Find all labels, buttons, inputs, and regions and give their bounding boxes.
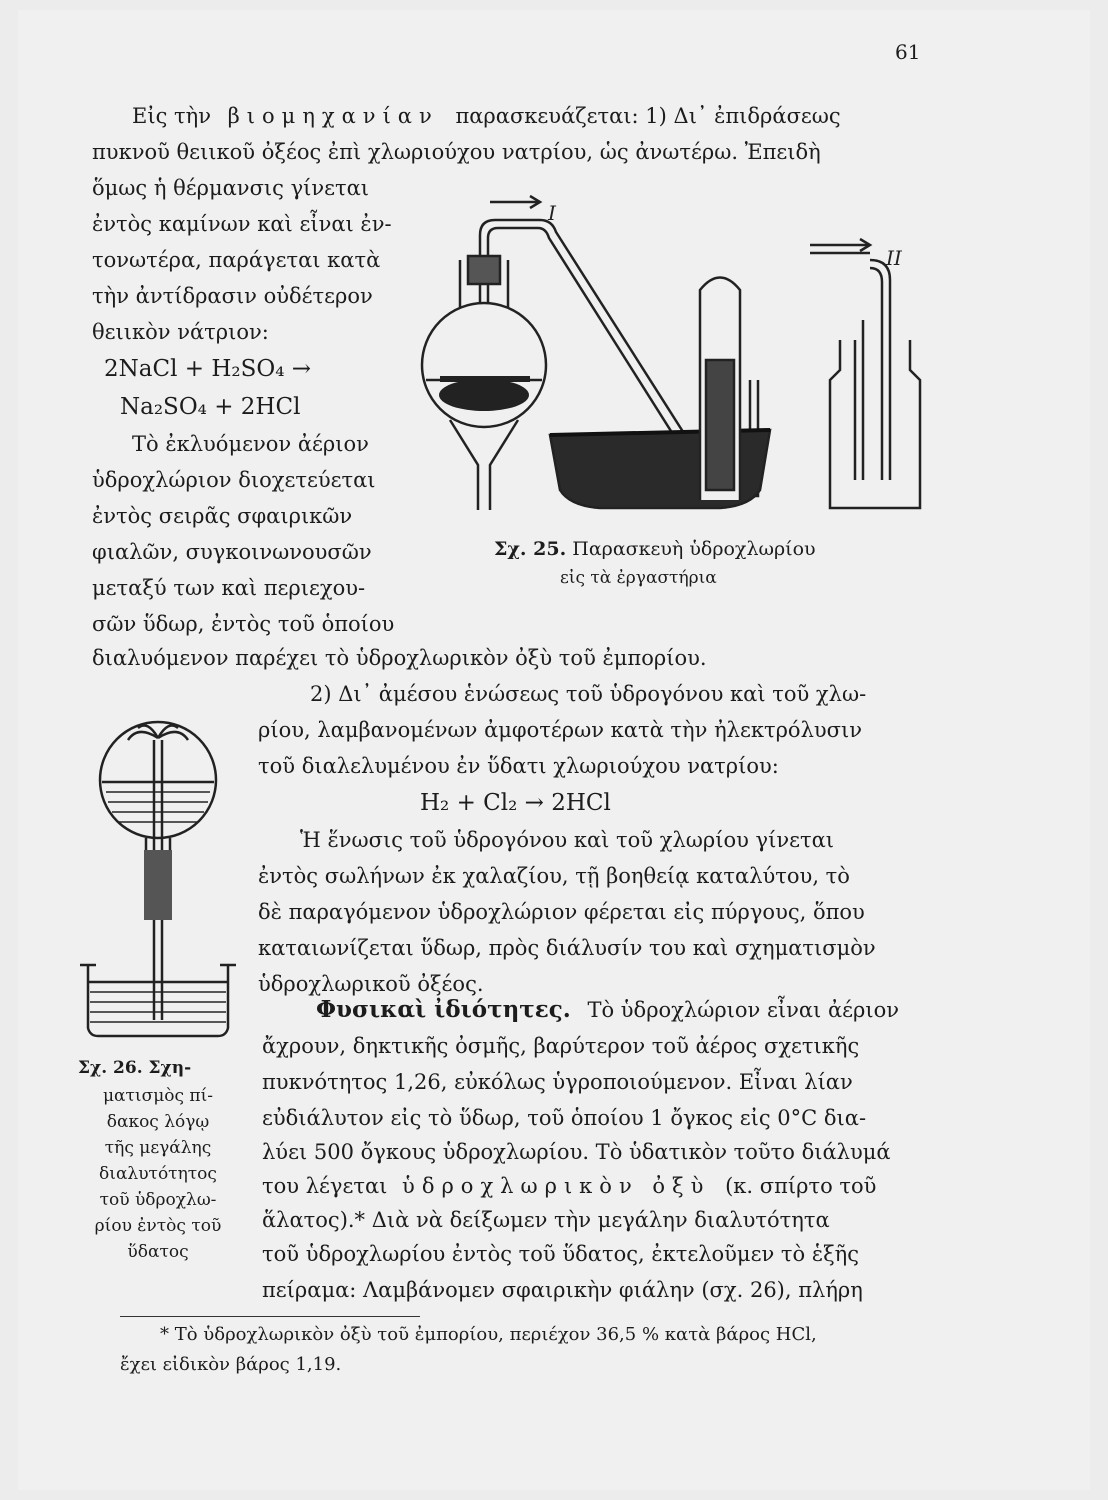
figure-label-ii: II xyxy=(886,246,902,270)
figure-26-caption-line: τοῦ ὑδροχλω- xyxy=(99,1190,217,1210)
text-line: θειικὸν νάτριον: xyxy=(92,320,269,344)
text-line: τοῦ ὑδροχλωρίου ἐντὸς τοῦ ὕδατος, ἐκτελοῦμεν τὸ ἑξῆς xyxy=(262,1242,860,1266)
text-line: σῶν ὕδωρ, ἐντὸς τοῦ ὁποίου xyxy=(92,612,395,636)
text-line: ἐντὸς σειρᾶς σφαιρικῶν xyxy=(92,504,353,528)
figure-label-i: I xyxy=(548,201,556,225)
figure-25-caption-line2: εἰς τὰ ἐργαστήρια xyxy=(560,568,717,588)
text-line: τονωτέρα, παράγεται κατὰ xyxy=(92,248,381,272)
equation: Na₂SO₄ + 2HCl xyxy=(120,394,301,420)
figure-25-apparatus xyxy=(420,190,940,520)
text-line: ἐντὸς σωλήνων ἐκ χαλαζίου, τῇ βοηθείᾳ καταλύτου, τὸ xyxy=(258,864,850,888)
text-line: καταιωνίζεται ὕδωρ, πρὸς διάλυσίν του καὶ σχηματισμὸν xyxy=(258,936,876,960)
text-line: Ἡ ἕνωσις τοῦ ὑδρογόνου καὶ τοῦ χλωρίου γίνεται xyxy=(300,828,835,852)
figure-25-caption: Σχ. 25. Παρασκευὴ ὑδροχλωρίου xyxy=(494,538,816,560)
text-line: διαλυόμενον παρέχει τὸ ὑδροχλωρικὸν ὀξὺ τοῦ ἐμπορίου. xyxy=(92,646,707,670)
text-line: δὲ παραγόμενον ὑδροχλώριον φέρεται εἰς πύργους, ὅπου xyxy=(258,900,865,924)
text-line: Φυσικαὶ ἰδιότητες. Τὸ ὑδροχλώριον εἶναι ἀέριον xyxy=(316,996,900,1023)
footnote-line: * Τὸ ὑδροχλωρικὸν ὀξὺ τοῦ ἐμπορίου, περιέχον 36,5 % κατὰ βάρος HCl, xyxy=(160,1324,817,1345)
text-line: ὑδροχλώριον διοχετεύεται xyxy=(92,468,376,492)
section-heading: Φυσικαὶ ἰδιότητες. xyxy=(316,996,571,1023)
figure-26-fountain xyxy=(78,720,238,1040)
text-line: ὑδροχλωρικοῦ ὀξέος. xyxy=(258,972,484,996)
figure-26-caption-line: δακος λόγῳ xyxy=(106,1112,210,1132)
figure-26-caption-line: τῆς μεγάλης xyxy=(104,1138,212,1158)
figure-26-caption-line: ὕδατος xyxy=(127,1242,189,1262)
equation: H₂ + Cl₂ → 2HCl xyxy=(420,790,611,816)
text-line: 2) Δι᾽ ἀμέσου ἑνώσεως τοῦ ὑδρογόνου καὶ τοῦ χλω- xyxy=(310,682,867,706)
text-line: τοῦ διαλελυμένου ἐν ὕδατι χλωριούχου νατρίου: xyxy=(258,754,779,778)
text-line: ρίου, λαμβανομένων ἀμφοτέρων κατὰ τὴν ἠλεκτρόλυσιν xyxy=(258,718,862,742)
footnote-line: ἔχει εἰδικὸν βάρος 1,19. xyxy=(120,1354,342,1375)
figure-26-caption: Σχ. 26. Σχη- xyxy=(78,1058,192,1078)
figure-26-caption-line: διαλυτότητος xyxy=(99,1164,217,1184)
text-line: ὅμως ἡ θέρμανσις γίνεται xyxy=(92,176,370,200)
text-line: ἅλατος).* Διὰ νὰ δείξωμεν τὴν μεγάλην διαλυτότητα xyxy=(262,1208,830,1232)
text-line: εὐδιάλυτον εἰς τὸ ὕδωρ, τοῦ ὁποίου 1 ὄγκος εἰς 0°C δια- xyxy=(262,1106,867,1130)
text-line: τὴν ἀντίδρασιν οὐδέτερον xyxy=(92,284,373,308)
text-line: ἐντὸς καμίνων καὶ εἶναι ἐν- xyxy=(92,212,392,236)
figure-26-caption-line: ρίου ἐντὸς τοῦ xyxy=(94,1216,222,1236)
text-line: φιαλῶν, συγκοινωνουσῶν xyxy=(92,540,372,564)
text-line: Εἰς τὴν βιομηχανίαν παρασκευάζεται: 1) Δι᾽ ἐπιδράσεως xyxy=(132,104,841,128)
text-line: μεταξύ των καὶ περιεχου- xyxy=(92,576,366,600)
text-line: Τὸ ἐκλυόμενον ἀέριον xyxy=(132,432,369,456)
page-number: 61 xyxy=(895,40,921,64)
text-line: πυκνοῦ θειικοῦ ὀξέος ἐπὶ χλωριούχου νατρίου, ὡς ἀνωτέρω. Ἐπειδὴ xyxy=(92,140,821,164)
text-line: του λέγεται ὑδροχλωρικὸν ὀξὺ (κ. σπίρτο τοῦ xyxy=(262,1174,877,1198)
equation: 2NaCl + H₂SO₄ → xyxy=(104,356,312,382)
text-line: ἄχρουν, δηκτικῆς ὀσμῆς, βαρύτερον τοῦ ἀέρος σχετικῆς xyxy=(262,1034,860,1058)
text-line: λύει 500 ὄγκους ὑδροχλωρίου. Τὸ ὑδατικὸν τοῦτο διάλυμά xyxy=(262,1140,891,1164)
text-line: πυκνότητος 1,26, εὐκόλως ὑγροποιούμενον. Εἶναι λίαν xyxy=(262,1070,853,1094)
text-line: πείραμα: Λαμβάνομεν σφαιρικὴν φιάλην (σχ. 26), πλήρη xyxy=(262,1278,863,1302)
figure-26-caption-line: ματισμὸς πί- xyxy=(103,1086,213,1106)
footnote-rule xyxy=(120,1316,420,1317)
